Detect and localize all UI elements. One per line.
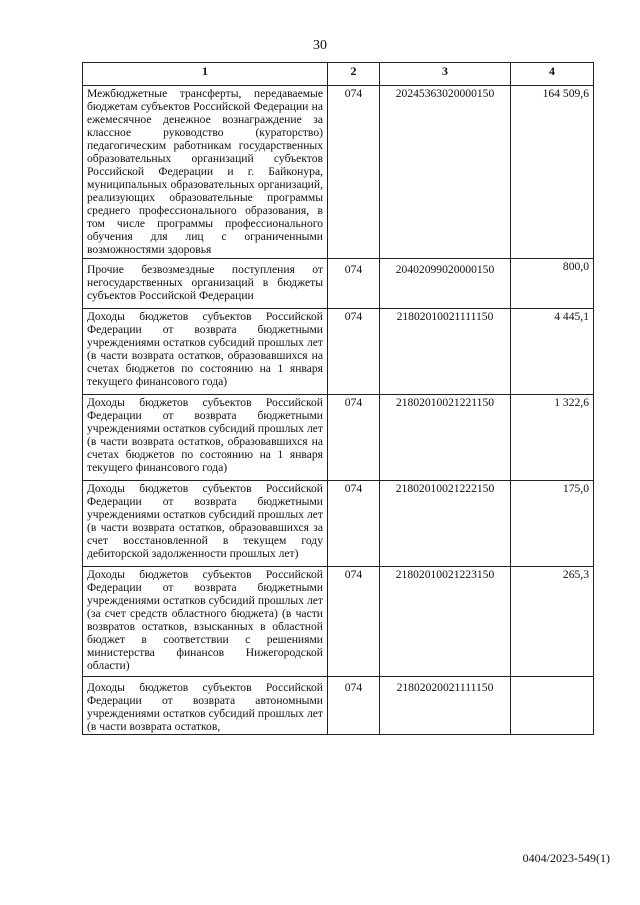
column-header-kbk: 3 bbox=[380, 63, 511, 86]
row-description: Доходы бюджетов субъектов Российской Федерации от возврата автономными учреждениями остатков субсидий прошлых лет (в части возврата остатков, bbox=[83, 677, 328, 735]
row-description: Доходы бюджетов субъектов Российской Федерации от возврата бюджетными учреждениями остатков субсидий прошлых лет (за счет средств областного бюджета) (в части возвратов остатков, взысканных в областной бюджет в соответствии с решениями министерства финансов Нижегородской области) bbox=[83, 567, 328, 677]
row-amount: 800,0 bbox=[511, 259, 594, 309]
table-row bbox=[83, 395, 594, 481]
row-amount: 164 509,6 bbox=[511, 86, 594, 259]
row-admin-code: 074 bbox=[328, 309, 380, 395]
row-amount: 265,3 bbox=[511, 567, 594, 677]
row-amount: 175,0 bbox=[511, 481, 594, 567]
row-description: Доходы бюджетов субъектов Российской Федерации от возврата бюджетными учреждениями остатков субсидий прошлых лет (в части возврата остатков, образовавшихся на счетах бюджетов по состоянию на 1 января текущего финансового года) bbox=[83, 395, 328, 481]
table-row bbox=[83, 567, 594, 677]
row-kbk: 20245363020000150 bbox=[380, 86, 511, 259]
row-kbk: 21802010021221150 bbox=[380, 395, 511, 481]
row-description: Доходы бюджетов субъектов Российской Федерации от возврата бюджетными учреждениями остатков субсидий прошлых лет (в части возврата остатков, образовавшихся на счетах бюджетов по состоянию на 1 января текущего финансового года) bbox=[83, 309, 328, 395]
row-kbk: 21802020021111150 bbox=[380, 677, 511, 735]
table-row bbox=[83, 677, 594, 735]
row-kbk: 21802010021111150 bbox=[380, 309, 511, 395]
column-header-amount: 4 bbox=[511, 63, 594, 86]
row-kbk: 21802010021223150 bbox=[380, 567, 511, 677]
column-header-admin-code: 2 bbox=[328, 63, 380, 86]
row-admin-code: 074 bbox=[328, 567, 380, 677]
row-amount: 1 322,6 bbox=[511, 395, 594, 481]
row-kbk: 21802010021222150 bbox=[380, 481, 511, 567]
page-number: 30 bbox=[313, 38, 327, 53]
budget-revenue-table bbox=[82, 62, 594, 735]
row-description: Межбюджетные трансферты, передаваемые бюджетам субъектов Российской Федерации на ежемесячное денежное вознаграждение за классное руководство (кураторство) педагогическим работникам государственных образовательных организаций субъектов Российской Федерации и г. Байконура, муниципальных образовательных организаций, реализующих образовательные программы среднего профессионального образования, в том числе программы профессионального обучения для лиц с ограниченными возможностями здоровья bbox=[83, 86, 328, 259]
table-row bbox=[83, 259, 594, 309]
row-kbk: 20402099020000150 bbox=[380, 259, 511, 309]
row-admin-code: 074 bbox=[328, 395, 380, 481]
row-admin-code: 074 bbox=[328, 677, 380, 735]
table-row bbox=[83, 86, 594, 259]
row-admin-code: 074 bbox=[328, 481, 380, 567]
row-description: Прочие безвозмездные поступления от негосударственных организаций в бюджеты субъектов Российской Федерации bbox=[83, 259, 328, 309]
table-row bbox=[83, 309, 594, 395]
row-amount bbox=[511, 677, 594, 735]
row-admin-code: 074 bbox=[328, 86, 380, 259]
table-header-row bbox=[83, 63, 594, 86]
table-row bbox=[83, 481, 594, 567]
row-description: Доходы бюджетов субъектов Российской Федерации от возврата бюджетными учреждениями остатков субсидий прошлых лет (в части возврата остатков, образовавшихся за счет восстановленной в текущем году дебиторской задолженности прошлых лет) bbox=[83, 481, 328, 567]
column-header-description: 1 bbox=[83, 63, 328, 86]
row-amount: 4 445,1 bbox=[511, 309, 594, 395]
row-admin-code: 074 bbox=[328, 259, 380, 309]
document-footer-code: 0404/2023-549(1) bbox=[522, 851, 610, 865]
